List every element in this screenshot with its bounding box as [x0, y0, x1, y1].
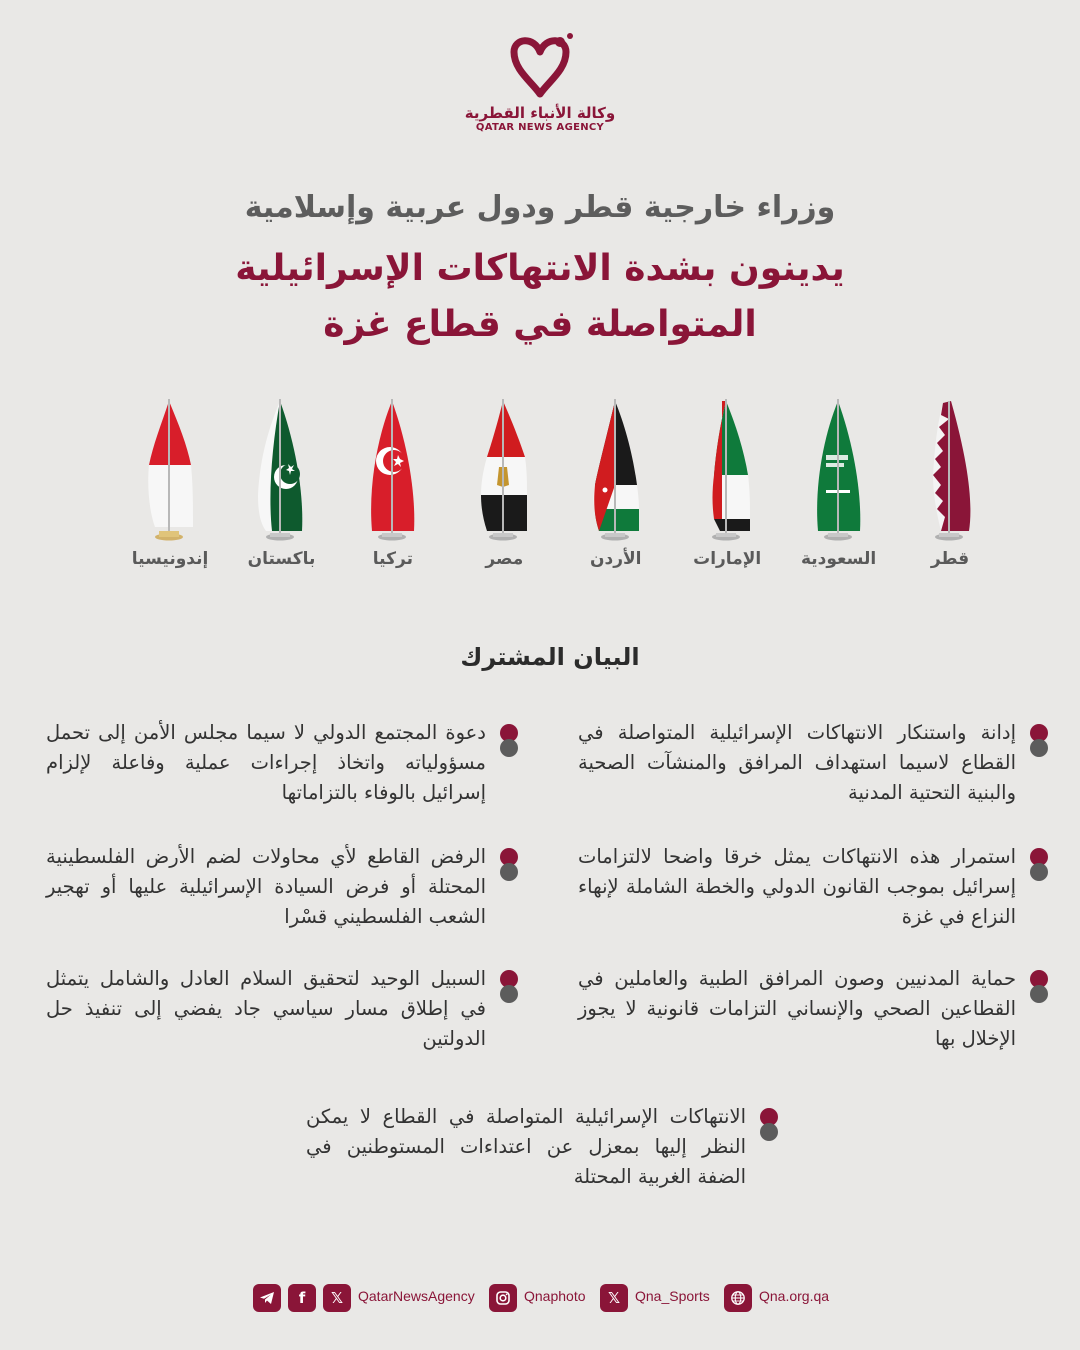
x-twitter-icon[interactable]: 𝕏 [600, 1284, 628, 1312]
website-link[interactable]: Qna.org.qa [759, 1288, 830, 1304]
flag-item-saudi [789, 395, 889, 585]
agency-name-arabic: وكالة الأنباء القطرية [464, 104, 616, 122]
flags-row [120, 395, 1000, 585]
headline-main-line2: المتواصلة في قطاع غزة [323, 304, 757, 345]
indonesia-flag-icon [135, 395, 205, 545]
statement-title: البيان المشترك [460, 643, 640, 671]
saudi-flag-icon [804, 395, 874, 545]
bullet-marker-icon [496, 848, 518, 881]
telegram-icon[interactable] [253, 1284, 281, 1312]
globe-icon[interactable] [724, 1284, 752, 1312]
statement-point-text: حماية المدنيين وصون المرافق الطبية والعاملين في القطاعين الصحي والإنساني التزامات قانونية لا يجوز الإخلال بها [578, 967, 1016, 1050]
instagram-icon[interactable] [489, 1284, 517, 1312]
statement-point-text: الرفض القاطع لأي محاولات لضم الأرض الفلسطينية المحتلة أو فرض السيادة الإسرائيلية عليها أو تهجير الشعب الفلسطيني قسْرا [46, 845, 486, 928]
statement-point-text: دعوة المجتمع الدولي لا سيما مجلس الأمن إلى تحمل مسؤولياته واتخاذ إجراءات عملية وفاعلة لإلزام إسرائيل بالوفاء بالتزاماتها [46, 721, 486, 804]
pakistan-flag-icon [246, 395, 316, 545]
headline-subtitle: وزراء خارجية قطر ودول عربية وإسلامية [244, 190, 836, 225]
flag-label: مصر [485, 549, 524, 569]
flag-label: إندونيسيا [131, 549, 209, 569]
flag-item-turkey [343, 395, 443, 585]
flag-item-uae [677, 395, 777, 585]
bullet-marker-icon [496, 970, 518, 1003]
flag-label: قطر [930, 549, 970, 569]
qna-logo-icon [500, 30, 580, 102]
flag-item-egypt [454, 395, 554, 585]
qatar-flag-icon [915, 395, 985, 545]
handle-qatarnewsagency[interactable]: QatarNewsAgency [358, 1288, 475, 1304]
x-twitter-icon[interactable]: 𝕏 [323, 1284, 351, 1312]
uae-flag-icon [692, 395, 762, 545]
flag-item-pakistan [231, 395, 331, 585]
statement-point-text: الانتهاكات الإسرائيلية المتواصلة في القطاع لا يمكن النظر إليها بمعزل عن اعتداءات المستوطنين في الضفة الغربية المحتلة [306, 1105, 746, 1188]
flag-item-qatar [900, 395, 1000, 585]
flag-label: الإمارات [693, 549, 762, 569]
agency-name-english: QATAR NEWS AGENCY [475, 122, 605, 133]
bullet-marker-icon [1026, 724, 1048, 757]
flag-item-jordan [566, 395, 666, 585]
social-footer [0, 1282, 1080, 1316]
headline-main-line1: يدينون بشدة الانتهاكات الإسرائيلية [235, 248, 845, 289]
bullet-marker-icon [496, 724, 518, 757]
statement-point-text: استمرار هذه الانتهاكات يمثل خرقا واضحا لالتزامات إسرائيل بموجب القانون الدولي والخطة الشاملة لإنهاء النزاع في غزة [578, 845, 1016, 928]
statement-point [578, 718, 1048, 808]
statement-point [38, 718, 518, 808]
flag-label: باكستان [247, 549, 316, 569]
statement-point [298, 1102, 778, 1192]
bullet-marker-icon [756, 1108, 778, 1141]
statement-point-text: السبيل الوحيد لتحقيق السلام العادل والشامل يتمثل في إطلاق مسار سياسي جاد يفضي إلى تنفيذ حل الدولتين [46, 967, 486, 1050]
handle-qna-sports[interactable]: Qna_Sports [635, 1288, 710, 1304]
bullet-marker-icon [1026, 848, 1048, 881]
statement-point [38, 842, 518, 932]
egypt-flag-icon [469, 395, 539, 545]
statement-point [578, 842, 1048, 932]
bullet-marker-icon [1026, 970, 1048, 1003]
agency-logo [0, 30, 1080, 133]
flag-item-indonesia [120, 395, 220, 585]
statement-point-text: إدانة واستنكار الانتهاكات الإسرائيلية المتواصلة في القطاع لاسيما استهداف المرافق والمنشآت الصحية والبنية التحتية المدنية [578, 721, 1016, 804]
flag-label: الأردن [589, 549, 642, 569]
jordan-flag-icon [581, 395, 651, 545]
handle-qnaphoto[interactable]: Qnaphoto [524, 1288, 586, 1304]
turkey-flag-icon [358, 395, 428, 545]
facebook-icon[interactable]: f [288, 1284, 316, 1312]
statement-point [578, 964, 1048, 1054]
flag-label: تركيا [372, 549, 413, 569]
statement-point [38, 964, 518, 1054]
flag-label: السعودية [800, 549, 877, 569]
